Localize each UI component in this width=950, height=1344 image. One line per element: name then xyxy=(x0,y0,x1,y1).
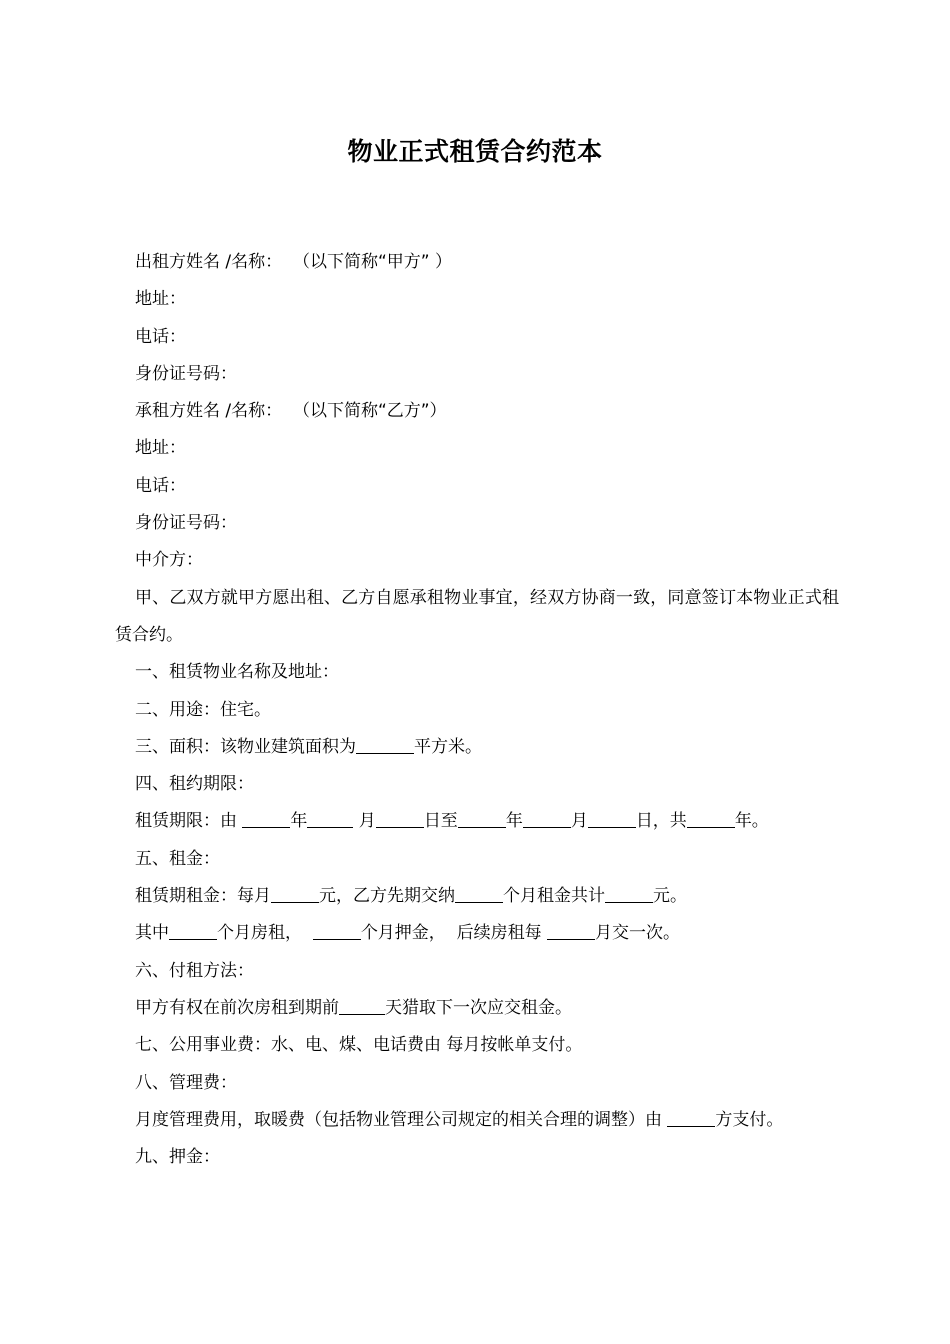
section-2-heading: 二、用途：住宅。 xyxy=(135,699,271,720)
advance-days-blank[interactable] xyxy=(339,999,385,1015)
section-6-heading: 六、付租方法： xyxy=(135,960,254,981)
rent-line xyxy=(115,878,839,915)
section-8-heading: 八、管理费： xyxy=(135,1072,237,1093)
lessee-phone-line: 电话： xyxy=(135,475,186,496)
breakdown-mid2: 个月押金， 后续房租每 xyxy=(360,923,548,944)
rent-mid1: 元，乙方先期交纳 xyxy=(319,886,455,907)
lessee-id-line: 身份证号码： xyxy=(135,513,237,534)
breakdown-end: 月交一次。 xyxy=(595,923,681,944)
breakdown-mid1: 个月房租， xyxy=(217,923,313,944)
breakdown-prefix: 其中 xyxy=(135,923,169,944)
area-blank[interactable] xyxy=(356,738,414,754)
start-day-blank[interactable] xyxy=(376,812,424,828)
rent-prefix: 租赁期租金：每月 xyxy=(135,886,271,907)
section-3-area-line xyxy=(115,729,839,766)
lease-term-line xyxy=(115,803,839,840)
section-7-utilities-line: 七、公用事业费：水、电、煤、电话费由 每月按帐单支付。 xyxy=(135,1035,583,1056)
end-month-blank[interactable] xyxy=(523,812,571,828)
section-5-heading: 五、租金： xyxy=(135,848,220,869)
payment-interval-blank[interactable] xyxy=(547,924,595,940)
contract-body xyxy=(115,244,839,1176)
lessor-address-line: 地址： xyxy=(135,289,186,310)
management-end: 方支付。 xyxy=(715,1109,784,1130)
management-prefix: 月度管理费用，取暖费（包括物业管理公司规定的相关合理的调整）由 xyxy=(135,1109,668,1130)
section-1-heading: 一、租赁物业名称及地址： xyxy=(135,662,339,683)
term-year-label: 年 xyxy=(290,811,308,832)
end-day-blank[interactable] xyxy=(588,812,636,828)
area-prefix: 三、面积：该物业建筑面积为 xyxy=(135,736,356,757)
rent-months-blank[interactable] xyxy=(169,924,217,940)
preamble-paragraph: 甲、乙双方就甲方愿出租、乙方自愿承租物业事宜，经双方协商一致，同意签订本物业正式租赁合约。 xyxy=(115,587,839,645)
lessor-name-line: 出租方姓名 /名称： （以下简称“甲方” ） xyxy=(135,252,452,272)
start-year-blank[interactable] xyxy=(242,812,290,828)
area-suffix: 平方米。 xyxy=(414,736,482,757)
responsible-party-blank[interactable] xyxy=(667,1111,715,1127)
payment-method-line xyxy=(115,990,839,1027)
monthly-rent-blank[interactable] xyxy=(271,887,319,903)
rent-breakdown-line xyxy=(115,915,839,952)
payment-end: 天猎取下一次应交租金。 xyxy=(385,997,572,1018)
lessee-address-line: 地址： xyxy=(135,438,186,459)
end-year-blank[interactable] xyxy=(458,812,506,828)
lessor-id-line: 身份证号码： xyxy=(135,363,237,384)
lessee-name-line: 承租方姓名 /名称： （以下简称“乙方”） xyxy=(135,401,447,422)
payment-prefix: 甲方有权在前次房租到期前 xyxy=(135,997,339,1018)
management-fee-paragraph xyxy=(115,1102,839,1139)
prepaid-total-blank[interactable] xyxy=(605,887,653,903)
section-9-heading: 九、押金： xyxy=(135,1147,220,1168)
start-month-blank[interactable] xyxy=(307,812,353,828)
term-prefix: 租赁期限：由 xyxy=(135,811,243,832)
term-day-to-label: 日至 xyxy=(423,811,458,832)
rent-end: 元。 xyxy=(653,886,687,907)
prepaid-months-blank[interactable] xyxy=(455,887,503,903)
document-title: 物业正式租赁合约范本 xyxy=(347,137,603,166)
term-total-label: 日，共 xyxy=(635,811,687,832)
term-month-label: 月 xyxy=(353,811,376,832)
agent-line: 中介方： xyxy=(135,550,203,571)
term-end-label: 年。 xyxy=(734,811,769,832)
term-month2-label: 月 xyxy=(570,811,588,832)
lessor-phone-line: 电话： xyxy=(135,326,186,347)
section-4-heading: 四、租约期限： xyxy=(135,774,254,795)
deposit-months-blank[interactable] xyxy=(313,924,361,940)
total-years-blank[interactable] xyxy=(687,812,735,828)
rent-mid2: 个月租金共计 xyxy=(503,886,605,907)
term-year2-label: 年 xyxy=(505,811,523,832)
